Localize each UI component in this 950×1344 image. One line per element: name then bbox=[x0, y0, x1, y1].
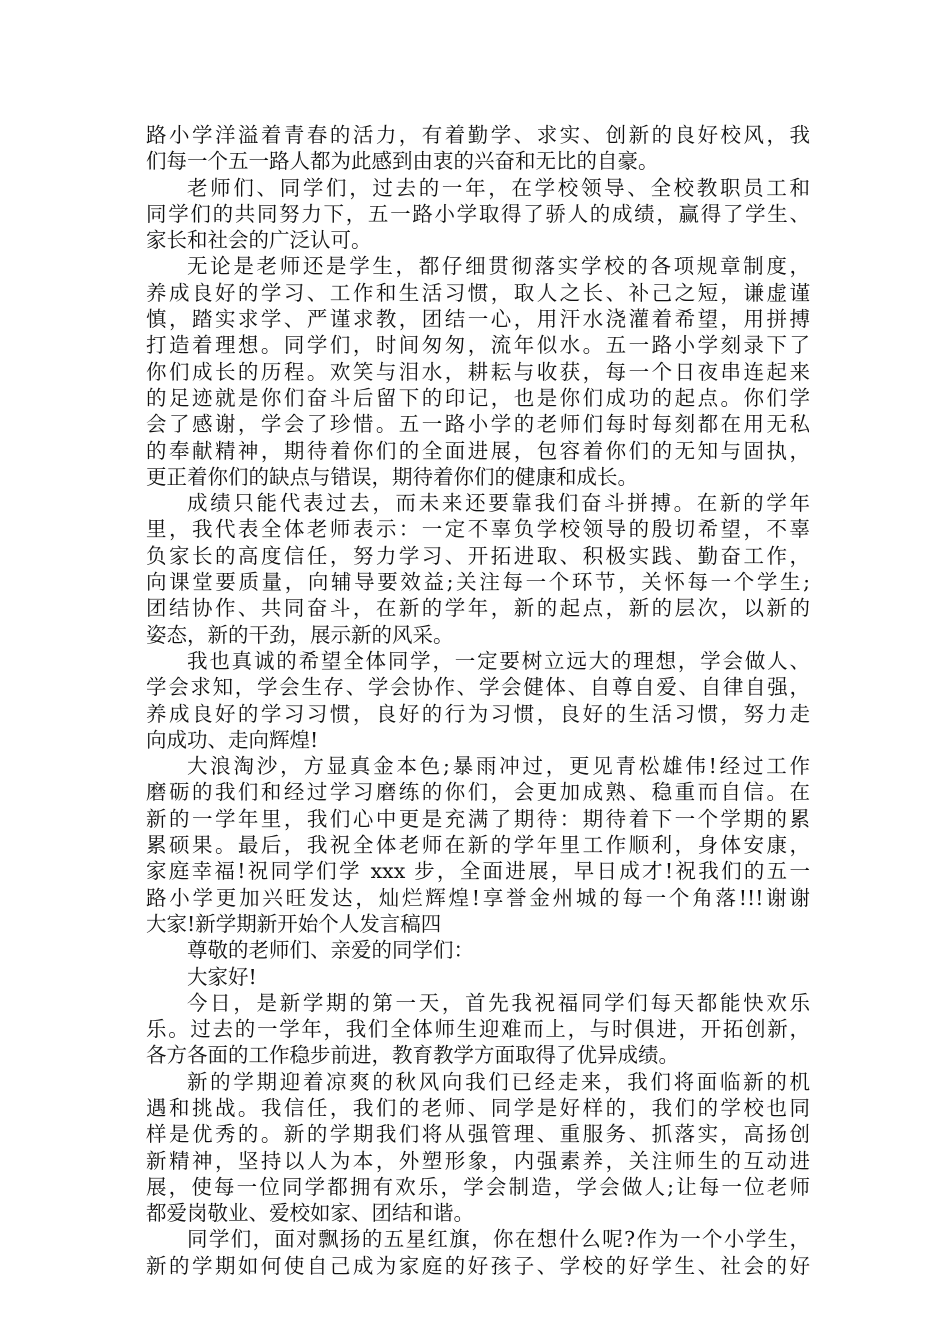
text-line: 学会求知，学会生存、学会协作、学会健体、自尊自爱、自律自强， bbox=[146, 675, 810, 700]
text-line: 负家长的高度信任，努力学习、开拓进取、积极实践、勤奋工作， bbox=[146, 543, 810, 568]
paragraph-first-line: 我也真诚的希望全体同学，一定要树立远大的理想，学会做人、 bbox=[187, 648, 810, 673]
text-line: 样是优秀的。新的学期我们将从强管理、重服务、抓落实，高扬创 bbox=[146, 1122, 810, 1147]
text-line: 向成功、走向辉煌! bbox=[146, 727, 319, 752]
paragraph-first-line: 新的学期迎着凉爽的秋风向我们已经走来，我们将面临新的机 bbox=[187, 1069, 810, 1094]
paragraph-first-line: 大家好! bbox=[187, 964, 257, 989]
text-line: 里，我代表全体老师表示：一定不辜负学校领导的殷切希望，不辜 bbox=[146, 517, 810, 542]
text-line: 家长和社会的广泛认可。 bbox=[146, 228, 372, 253]
text-line: 养成良好的学习、工作和生活习惯，取人之长、补己之短，谦虚谨 bbox=[146, 280, 810, 305]
text-line: 各方各面的工作稳步前进，教育教学方面取得了优异成绩。 bbox=[146, 1043, 679, 1068]
paragraph-first-line: 尊敬的老师们、亲爱的同学们： bbox=[187, 938, 474, 963]
text-line: 新精神，坚持以人为本，外塑形象，内强素养，关注师生的互动进 bbox=[146, 1148, 810, 1173]
text-line: 更正着你们的缺点与错误，期待着你们的健康和成长。 bbox=[146, 464, 638, 489]
paragraph-first-line: 无论是老师还是学生，都仔细贯彻落实学校的各项规章制度， bbox=[187, 254, 810, 279]
text-line: 会了感谢，学会了珍惜。五一路小学的老师们每时每刻都在用无私 bbox=[146, 412, 810, 437]
paragraph-first-line: 大浪淘沙，方显真金本色;暴雨冲过，更见青松雄伟!经过工作 bbox=[187, 754, 810, 779]
text-line: 路小学洋溢着青春的活力，有着勤学、求实、创新的良好校风，我 bbox=[146, 123, 810, 147]
text-line: 你们成长的历程。欢笑与泪水，耕耘与收获，每一个日夜串连起来 bbox=[146, 359, 810, 384]
paragraph-first-line: 老师们、同学们，过去的一年，在学校领导、全校教职员工和 bbox=[187, 175, 810, 200]
text-line: 新的一学年里，我们心中更是充满了期待：期待着下一个学期的累 bbox=[146, 806, 810, 831]
text-line: 遇和挑战。我信任，我们的老师、同学是好样的，我们的学校也同 bbox=[146, 1095, 810, 1120]
paragraph-first-line: 今日，是新学期的第一天，首先我祝福同学们每天都能快欢乐 bbox=[187, 990, 810, 1015]
text-line: 乐。过去的一学年，我们全体师生迎难而上，与时俱进，开拓创新， bbox=[146, 1017, 810, 1042]
text-line: 家庭幸福!祝同学们学 xxx 步，全面进展，早日成才!祝我们的五一 bbox=[146, 859, 810, 884]
text-line: 的足迹就是你们奋斗后留下的印记，也是你们成功的起点。你们学 bbox=[146, 385, 810, 410]
paragraph-first-line: 成绩只能代表过去，而未来还要靠我们奋斗拼搏。在新的学年 bbox=[187, 491, 810, 516]
text-line: 团结协作、共同奋斗，在新的学年，新的起点，新的层次，以新的 bbox=[146, 596, 810, 621]
text-line: 的奉献精神，期待着你们的全面进展，包容着你们的无知与固执， bbox=[146, 438, 810, 463]
text-line: 同学们的共同努力下，五一路小学取得了骄人的成绩，赢得了学生、 bbox=[146, 201, 810, 226]
text-line: 养成良好的学习习惯，良好的行为习惯，良好的生活习惯，努力走 bbox=[146, 701, 810, 726]
text-line: 新的学期如何使自己成为家庭的好孩子、学校的好学生、社会的好 bbox=[146, 1253, 810, 1278]
text-line: 累硕果。最后，我祝全体老师在新的学年里工作顺利，身体安康， bbox=[146, 833, 810, 858]
text-line: 大家!新学期新开始个人发言稿四 bbox=[146, 911, 442, 936]
text-line: 展，使每一位同学都拥有欢乐，学会制造，学会做人;让每一位老师 bbox=[146, 1174, 810, 1199]
text-line: 都爱岗敬业、爱校如家、团结和谐。 bbox=[146, 1201, 474, 1226]
text-line: 们每一个五一路人都为此感到由衷的兴奋和无比的自豪。 bbox=[146, 149, 659, 174]
speech-text-body bbox=[146, 122, 810, 1279]
text-line: 磨砺的我们和经过学习磨练的你们，会更加成熟、稳重而自信。在 bbox=[146, 780, 810, 805]
paragraph-first-line: 同学们，面对飘扬的五星红旗，你在想什么呢?作为一个小学生， bbox=[187, 1227, 810, 1252]
text-line: 慎，踏实求学、严谨求教，团结一心，用汗水浇灌着希望，用拼搏 bbox=[146, 307, 810, 332]
text-line: 路小学更加兴旺发达，灿烂辉煌!享誉金州城的每一个角落!!!谢谢 bbox=[146, 885, 810, 910]
text-line: 打造着理想。同学们，时间匆匆，流年似水。五一路小学刻录下了 bbox=[146, 333, 810, 358]
text-line: 向课堂要质量，向辅导要效益;关注每一个环节，关怀每一个学生; bbox=[146, 570, 810, 595]
text-line: 姿态，新的干劲，展示新的风采。 bbox=[146, 622, 454, 647]
